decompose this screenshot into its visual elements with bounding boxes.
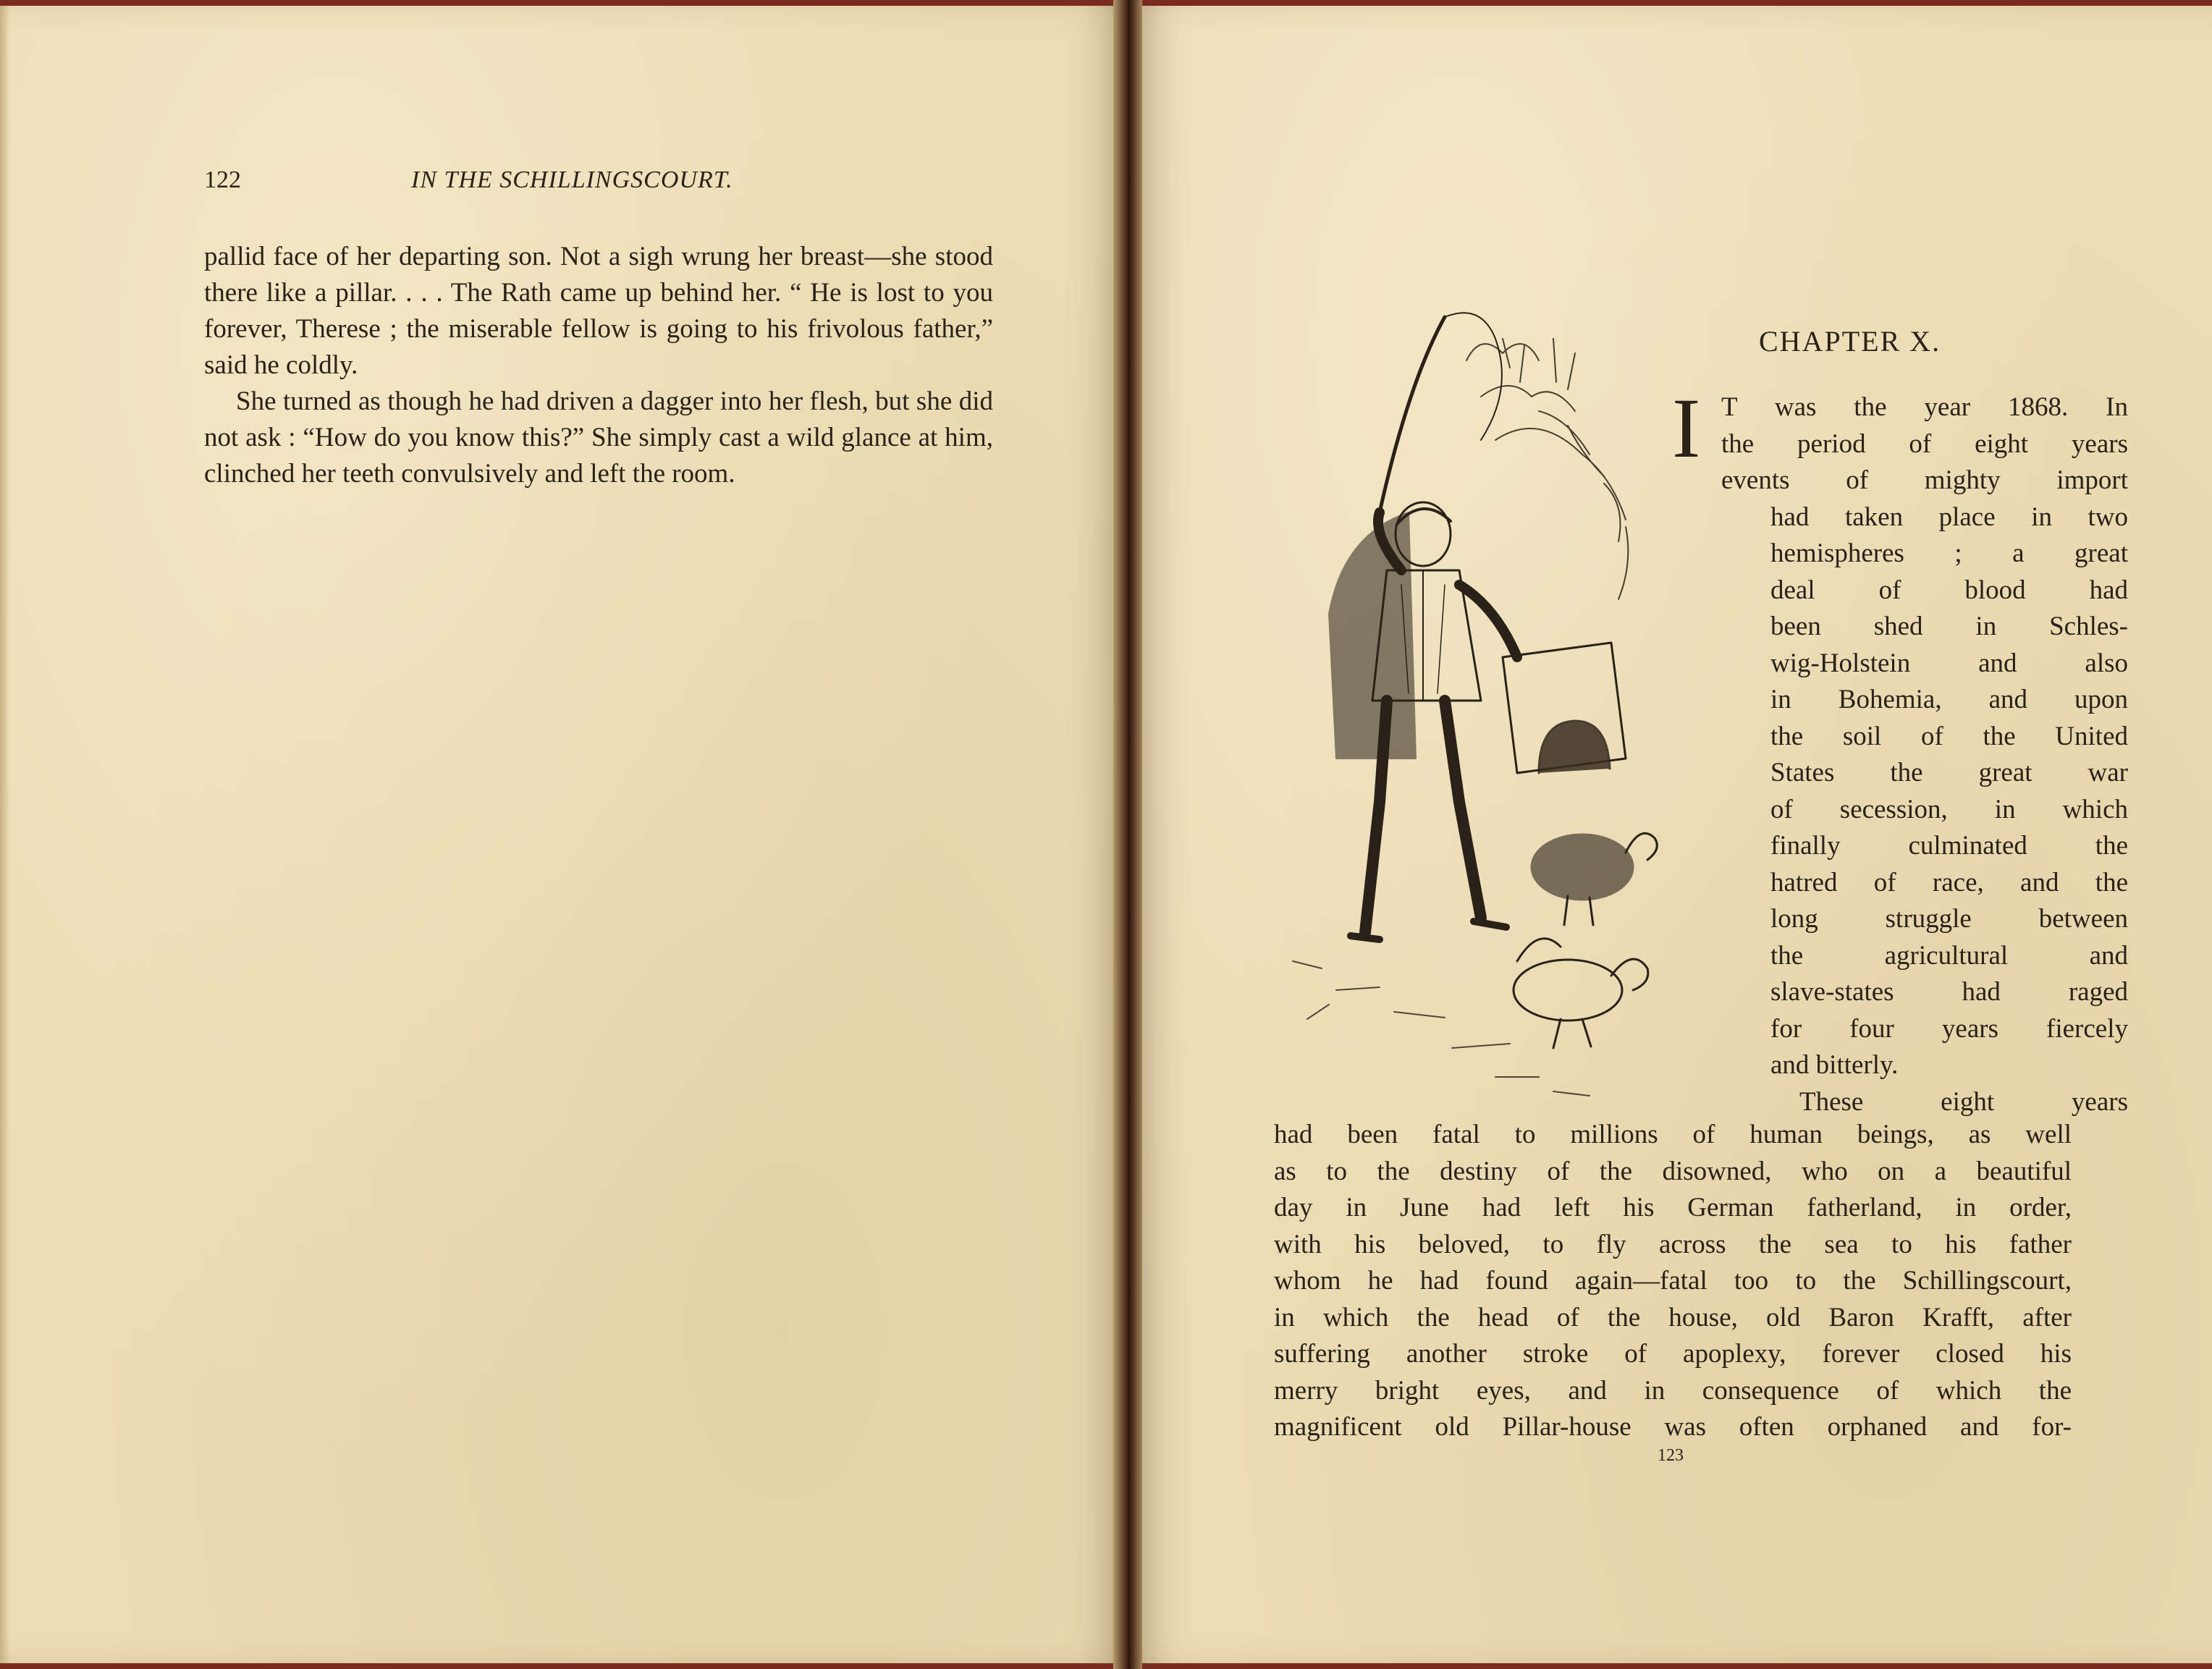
text-line: in which the head of the house, old Baron Krafft, after (1274, 1302, 2072, 1332)
full-width-text (1274, 1117, 2072, 1446)
boy-with-whip-illustration-icon (1264, 295, 1727, 1113)
drop-cap-lines (1721, 389, 2128, 499)
text-line: of secession, in which (1770, 794, 2128, 824)
text-line: for four years fiercely (1770, 1013, 2128, 1044)
text-line: T was the year 1868. In (1721, 392, 2128, 422)
column-lines-indent (1799, 1084, 2128, 1121)
right-page (1136, 6, 2212, 1663)
text-line: States the great war (1770, 758, 2128, 787)
left-body-text (204, 239, 993, 492)
text-line: had taken place in two (1770, 502, 2128, 532)
chapter-opening-column (1672, 381, 2179, 1120)
text-line: hatred of race, and the (1770, 867, 2128, 897)
text-line: as to the destiny of the disowned, who on a beautiful (1274, 1156, 2072, 1186)
chapter-title: CHAPTER X. (1759, 325, 1941, 358)
text-line: and bitterly. (1770, 1050, 1899, 1080)
paragraph: She turned as though he had driven a dagger into her flesh, but she did not ask : “How do you know this?” She simply cast a wild glance at him, clinched her teeth convulsively and left the room. (204, 386, 993, 489)
paragraph: pallid face of her departing son. Not a sigh wrung her breast—she stood there like a pillar. . . . The Rath came up behind her. “ He is lost to you forever, Therese ; the miserable fellow is going to his frivolous father,” said he coldly. (204, 242, 993, 380)
column-lines (1770, 499, 2128, 1084)
drop-cap: I (1672, 381, 1701, 476)
text-line: deal of blood had (1770, 575, 2128, 605)
book-gutter (1113, 0, 1142, 1669)
text-line: events of mighty import (1721, 465, 2128, 495)
text-line: magnificent old Pillar-house was often orphaned and for- (1274, 1412, 2072, 1442)
text-line: had been fatal to millions of human beings, as well (1274, 1120, 2072, 1149)
running-head (204, 166, 1000, 203)
text-line: the soil of the United (1770, 721, 2128, 751)
text-line: day in June had left his German fatherland, in order, (1274, 1193, 2072, 1222)
text-line: long struggle between (1770, 904, 2128, 934)
text-line: been shed in Schles- (1770, 612, 2128, 641)
text-line: merry bright eyes, and in consequence of which the (1274, 1375, 2072, 1406)
text-line: the agricultural and (1770, 940, 2128, 971)
text-line: with his beloved, to fly across the sea to his father (1274, 1229, 2072, 1259)
text-line: suffering another stroke of apoplexy, forever closed his (1274, 1339, 2072, 1369)
running-head-title: IN THE SCHILLINGSCOURT. (411, 166, 733, 193)
text-line: the period of eight years (1721, 428, 2128, 459)
text-line: wig-Holstein and also (1770, 648, 2128, 678)
text-line: slave-states had raged (1770, 977, 2128, 1007)
text-line: whom he had found again—fatal too to the Schillingscourt, (1274, 1266, 2072, 1296)
text-line: finally culminated the (1770, 831, 2128, 861)
left-page (0, 6, 1120, 1663)
text-line: These eight years (1799, 1086, 2128, 1117)
page-number: 122 (204, 166, 241, 193)
text-line: in Bohemia, and upon (1770, 685, 2128, 714)
page-edge (0, 6, 10, 1663)
folio-number: 123 (1658, 1446, 1684, 1465)
text-line: hemispheres ; a great (1770, 538, 2128, 568)
